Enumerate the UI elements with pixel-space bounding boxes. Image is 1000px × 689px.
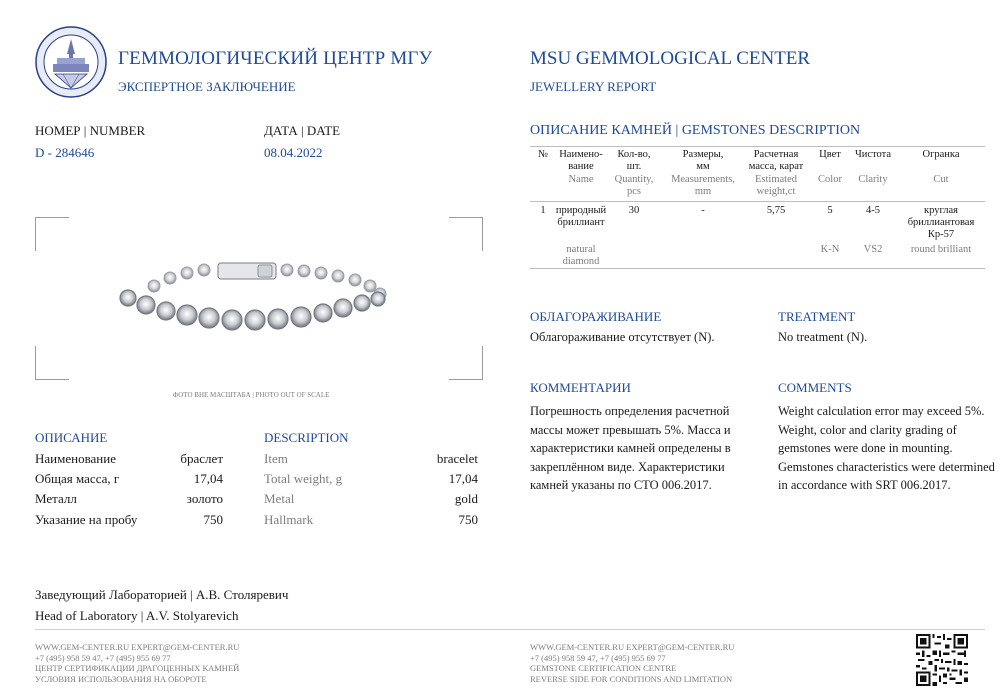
- description-ru-row: [35, 471, 223, 491]
- footer-org: ЦЕНТР СЕРТИФИКАЦИИ ДРАГОЦЕННЫХ КАМНЕЙ: [35, 663, 240, 673]
- photo-frame-corner: [449, 346, 483, 380]
- row-key: Указание на пробу: [35, 512, 138, 527]
- row-key: Metal: [264, 491, 295, 506]
- col-cut: Огранка: [922, 149, 960, 160]
- footer-left: [35, 642, 239, 684]
- col-cut-en: Cut: [933, 174, 949, 185]
- row-value: bracelet: [436, 451, 478, 466]
- cell-name: природный бриллиант: [555, 205, 607, 228]
- row-value: 750: [203, 512, 223, 527]
- table-rule: [530, 146, 985, 147]
- msu-gemmological-logo: [35, 26, 107, 98]
- cell-cut-en: round brilliant: [910, 244, 972, 255]
- treatment-en-text: No treatment (N).: [778, 330, 868, 344]
- col-quantity-en: Quantity, pcs: [614, 174, 654, 197]
- number-label: НОМЕР | NUMBER: [35, 123, 146, 138]
- treatment-en-heading: TREATMENT: [778, 309, 856, 324]
- row-key: Металл: [35, 491, 77, 506]
- cell-measurements: -: [701, 205, 705, 216]
- lab-title-en: MSU GEMMOLOGICAL CENTER: [530, 48, 811, 69]
- col-measurements: Размеры, мм: [682, 149, 724, 172]
- table-rule: [530, 201, 985, 202]
- photo-frame-corner: [35, 346, 69, 380]
- col-clarity-en: Clarity: [858, 174, 888, 185]
- signature-ru: Заведующий Лабораторией | А.В. Столяревич: [35, 587, 289, 602]
- photo-frame-corner: [35, 217, 69, 251]
- cell-color-en: K-N: [820, 244, 840, 255]
- photo-caption: ФОТО ВНЕ МАСШТАБА | PHOTO OUT OF SCALE: [172, 391, 330, 399]
- bracelet-photo: [112, 258, 400, 344]
- cell-color: 5: [827, 205, 833, 216]
- row-value: золото: [186, 491, 223, 506]
- row-key: Наименование: [35, 451, 116, 466]
- description-en-heading: DESCRIPTION: [264, 430, 349, 445]
- col-clarity: Чистота: [854, 149, 892, 160]
- report-date: 08.04.2022: [264, 145, 323, 160]
- qr-code: [916, 634, 968, 686]
- report-number: D - 284646: [35, 145, 95, 160]
- footer-right: [530, 642, 734, 684]
- row-value: браслет: [180, 451, 223, 466]
- footer-contacts: WWW.GEM-CENTER.RU EXPERT@GEM-CENTER.RU: [530, 642, 735, 652]
- date-label: ДАТА | DATE: [264, 123, 341, 138]
- description-ru-row: [35, 451, 223, 471]
- description-ru-row: [35, 491, 223, 511]
- cell-no: 1: [540, 205, 546, 216]
- col-weight-en: Estimated weight,ct: [755, 174, 797, 197]
- footer-terms: УСЛОВИЯ ИСПОЛЬЗОВАНИЯ НА ОБОРОТЕ: [35, 673, 207, 684]
- cell-quantity: 30: [628, 205, 640, 216]
- comments-ru-text: Погрешность определения расчетной массы может превышать 5%. Масса и характеристики камней определены в закреплённом виде. Характеристики камней указаны по СТО 006.2017.: [530, 404, 731, 492]
- row-value: 17,04: [193, 471, 223, 486]
- footer-org: GEMSTONE CERTIFICATION CENTRE: [530, 663, 677, 673]
- row-value: 17,04: [448, 471, 478, 486]
- description-ru-heading: ОПИСАНИЕ: [35, 430, 108, 445]
- col-name-en: Name: [568, 174, 594, 185]
- description-en-row: [264, 491, 478, 511]
- col-name: Наимено- вание: [559, 149, 603, 172]
- gemstones-heading: ОПИСАНИЕ КАМНЕЙ | GEMSTONES DESCRIPTION: [530, 123, 861, 138]
- description-en-row: [264, 512, 478, 532]
- cell-cut: круглая бриллиантовая Кр-57: [907, 205, 975, 240]
- footer-contacts: WWW.GEM-CENTER.RU EXPERT@GEM-CENTER.RU: [35, 642, 240, 652]
- table-rule: [530, 268, 985, 269]
- col-no: №: [537, 149, 549, 160]
- signature-en: Head of Laboratory | A.V. Stolyarevich: [35, 608, 239, 623]
- col-weight: Расчетная масса, карат: [748, 149, 804, 172]
- footer-phones: +7 (495) 958 59 47, +7 (495) 955 69 77: [530, 652, 666, 663]
- col-color: Цвет: [819, 149, 841, 160]
- description-en-row: [264, 451, 478, 471]
- cell-weight: 5,75: [766, 205, 786, 216]
- description-ru-row: [35, 512, 223, 532]
- col-quantity: Кол-во, шт.: [617, 149, 651, 172]
- cell-clarity-en: VS2: [863, 244, 883, 255]
- cell-clarity: 4-5: [866, 205, 880, 216]
- row-value: gold: [454, 491, 478, 506]
- row-value: 750: [458, 512, 478, 527]
- lab-title-ru: ГЕММОЛОГИЧЕСКИЙ ЦЕНТР МГУ: [118, 48, 433, 69]
- comments-en-heading: COMMENTS: [778, 380, 852, 395]
- report-type-ru: ЭКСПЕРТНОЕ ЗАКЛЮЧЕНИЕ: [118, 79, 296, 94]
- comments-ru-heading: КОММЕНТАРИИ: [530, 380, 631, 395]
- footer-divider: [35, 629, 985, 630]
- footer-phones: +7 (495) 958 59 47, +7 (495) 955 69 77: [35, 652, 171, 663]
- col-color-en: Color: [818, 174, 842, 185]
- treatment-ru-heading: ОБЛАГОРАЖИВАНИЕ: [530, 309, 662, 324]
- description-en-row: [264, 471, 478, 491]
- footer-terms: REVERSE SIDE FOR CONDITIONS AND LIMITATION: [530, 673, 733, 684]
- treatment-ru-text: Облагораживание отсутствует (N).: [530, 330, 715, 344]
- comments-en-text: Weight calculation error may exceed 5%. Weight, color and clarity grading of gemstones were done in mounting. Gemstones characteristics were determined in accordance with SRT 006.2017.: [778, 404, 995, 492]
- row-key: Общая масса, г: [35, 471, 120, 486]
- row-key: Total weight, g: [264, 471, 343, 486]
- photo-frame-corner: [449, 217, 483, 251]
- report-type-en: JEWELLERY REPORT: [530, 79, 657, 94]
- row-key: Hallmark: [264, 512, 314, 527]
- col-measurements-en: Measurements, mm: [671, 174, 735, 197]
- cell-name-en: natural diamond: [562, 244, 600, 267]
- row-key: Item: [264, 451, 288, 466]
